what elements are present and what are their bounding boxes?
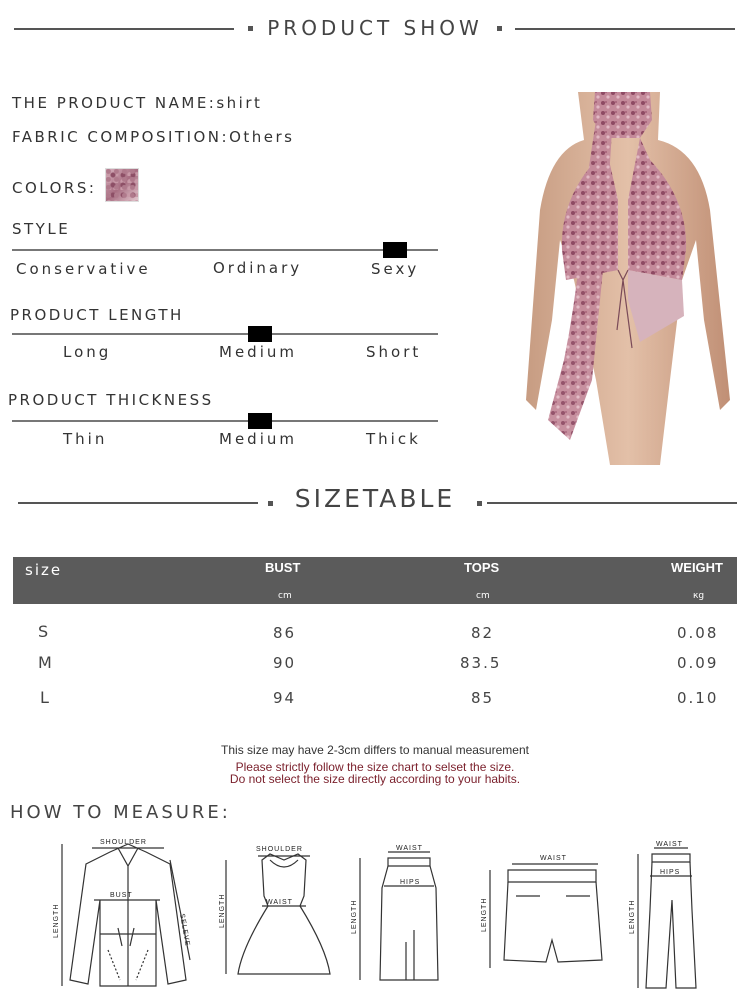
thickness-option-thin: Thin [63, 430, 108, 448]
label-length-skirt: LENGTH [351, 899, 358, 934]
label-length-shirt: LENGTH [53, 903, 60, 938]
style-option-sexy: Sexy [371, 260, 420, 278]
how-to-measure-title: HOW TO MEASURE: [10, 802, 231, 823]
style-scale-marker [383, 242, 407, 258]
unit-bust: cm [278, 591, 292, 601]
product-show-title: PRODUCT SHOW [267, 16, 483, 40]
cell-bust: 86 [273, 624, 297, 642]
label-sleeve-shirt: SELEVE [178, 913, 191, 948]
sizetable-header [0, 482, 750, 516]
label-waist-pants: WAIST [656, 841, 683, 848]
length-scale-line [12, 333, 438, 335]
unit-tops: cm [476, 591, 490, 601]
col-tops: TOPS [464, 560, 500, 575]
unit-weight: кg [693, 591, 705, 601]
fabric-value: Others [229, 128, 295, 146]
label-length-shorts: LENGTH [481, 897, 488, 932]
sizetable-title: SIZETABLE [294, 484, 456, 513]
product-show-header [0, 14, 750, 42]
col-weight: WEIGHT [671, 560, 723, 575]
label-hips-skirt: HIPS [400, 879, 421, 886]
length-option-medium: Medium [219, 343, 297, 361]
label-bust-shirt: BUST [110, 892, 133, 899]
label-length-dress: LENGTH [219, 893, 226, 928]
cell-tops: 82 [471, 624, 495, 642]
label-length-pants: LENGTH [629, 899, 636, 934]
note-measurement: This size may have 2-3cm differs to manual measurement [221, 743, 529, 757]
shirt-diagram [62, 844, 190, 986]
cell-weight: 0.09 [677, 654, 719, 672]
shorts-diagram [490, 864, 602, 968]
product-name-label: THE PRODUCT NAME: [12, 94, 217, 112]
thickness-option-thick: Thick [366, 430, 421, 448]
label-waist-skirt: WAIST [396, 845, 423, 852]
cell-size: L [40, 688, 51, 707]
length-title: PRODUCT LENGTH [10, 306, 184, 324]
length-option-long: Long [63, 343, 112, 361]
length-option-short: Short [366, 343, 422, 361]
cell-size: M [38, 653, 54, 672]
length-scale-marker [248, 326, 272, 342]
cell-bust: 94 [273, 689, 297, 707]
label-waist-shorts: WAIST [540, 855, 567, 862]
thickness-scale-line [12, 420, 438, 422]
thickness-title: PRODUCT THICKNESS [8, 391, 214, 409]
thickness-scale-marker [248, 413, 272, 429]
cell-tops: 83.5 [460, 654, 502, 672]
product-name-value: shirt [216, 94, 263, 112]
dress-diagram [226, 854, 330, 974]
colors-label: COLORS: [12, 179, 97, 197]
label-waist-dress: WAIST [266, 899, 293, 906]
measure-diagrams [0, 830, 750, 995]
note-follow-chart: Please strictly follow the size chart to selset the size. [235, 760, 515, 774]
skirt-diagram [360, 852, 438, 980]
cell-bust: 90 [273, 654, 297, 672]
fabric-row [12, 128, 294, 146]
fabric-label: FABRIC COMPOSITION: [12, 128, 230, 146]
style-scale-line [12, 249, 438, 251]
cell-size: S [38, 622, 51, 641]
cell-weight: 0.08 [677, 624, 719, 642]
size-table-header [13, 557, 737, 604]
style-option-ordinary: Ordinary [213, 259, 303, 277]
label-hips-pants: HIPS [660, 869, 681, 876]
thickness-option-medium: Medium [219, 430, 297, 448]
label-shoulder-dress: SHOULDER [256, 846, 303, 853]
col-size: size [25, 561, 63, 579]
style-option-conservative: Conservative [16, 260, 151, 278]
product-photo[interactable] [500, 80, 740, 465]
label-shoulder-shirt: SHOULDER [100, 839, 147, 846]
style-title: STYLE [12, 220, 71, 238]
cell-tops: 85 [471, 689, 495, 707]
product-name-row [12, 94, 262, 112]
note-habits: Do not select the size directly according to your habits. [229, 772, 521, 786]
color-swatch[interactable] [105, 168, 139, 202]
cell-weight: 0.10 [677, 689, 719, 707]
col-bust: BUST [265, 560, 301, 575]
